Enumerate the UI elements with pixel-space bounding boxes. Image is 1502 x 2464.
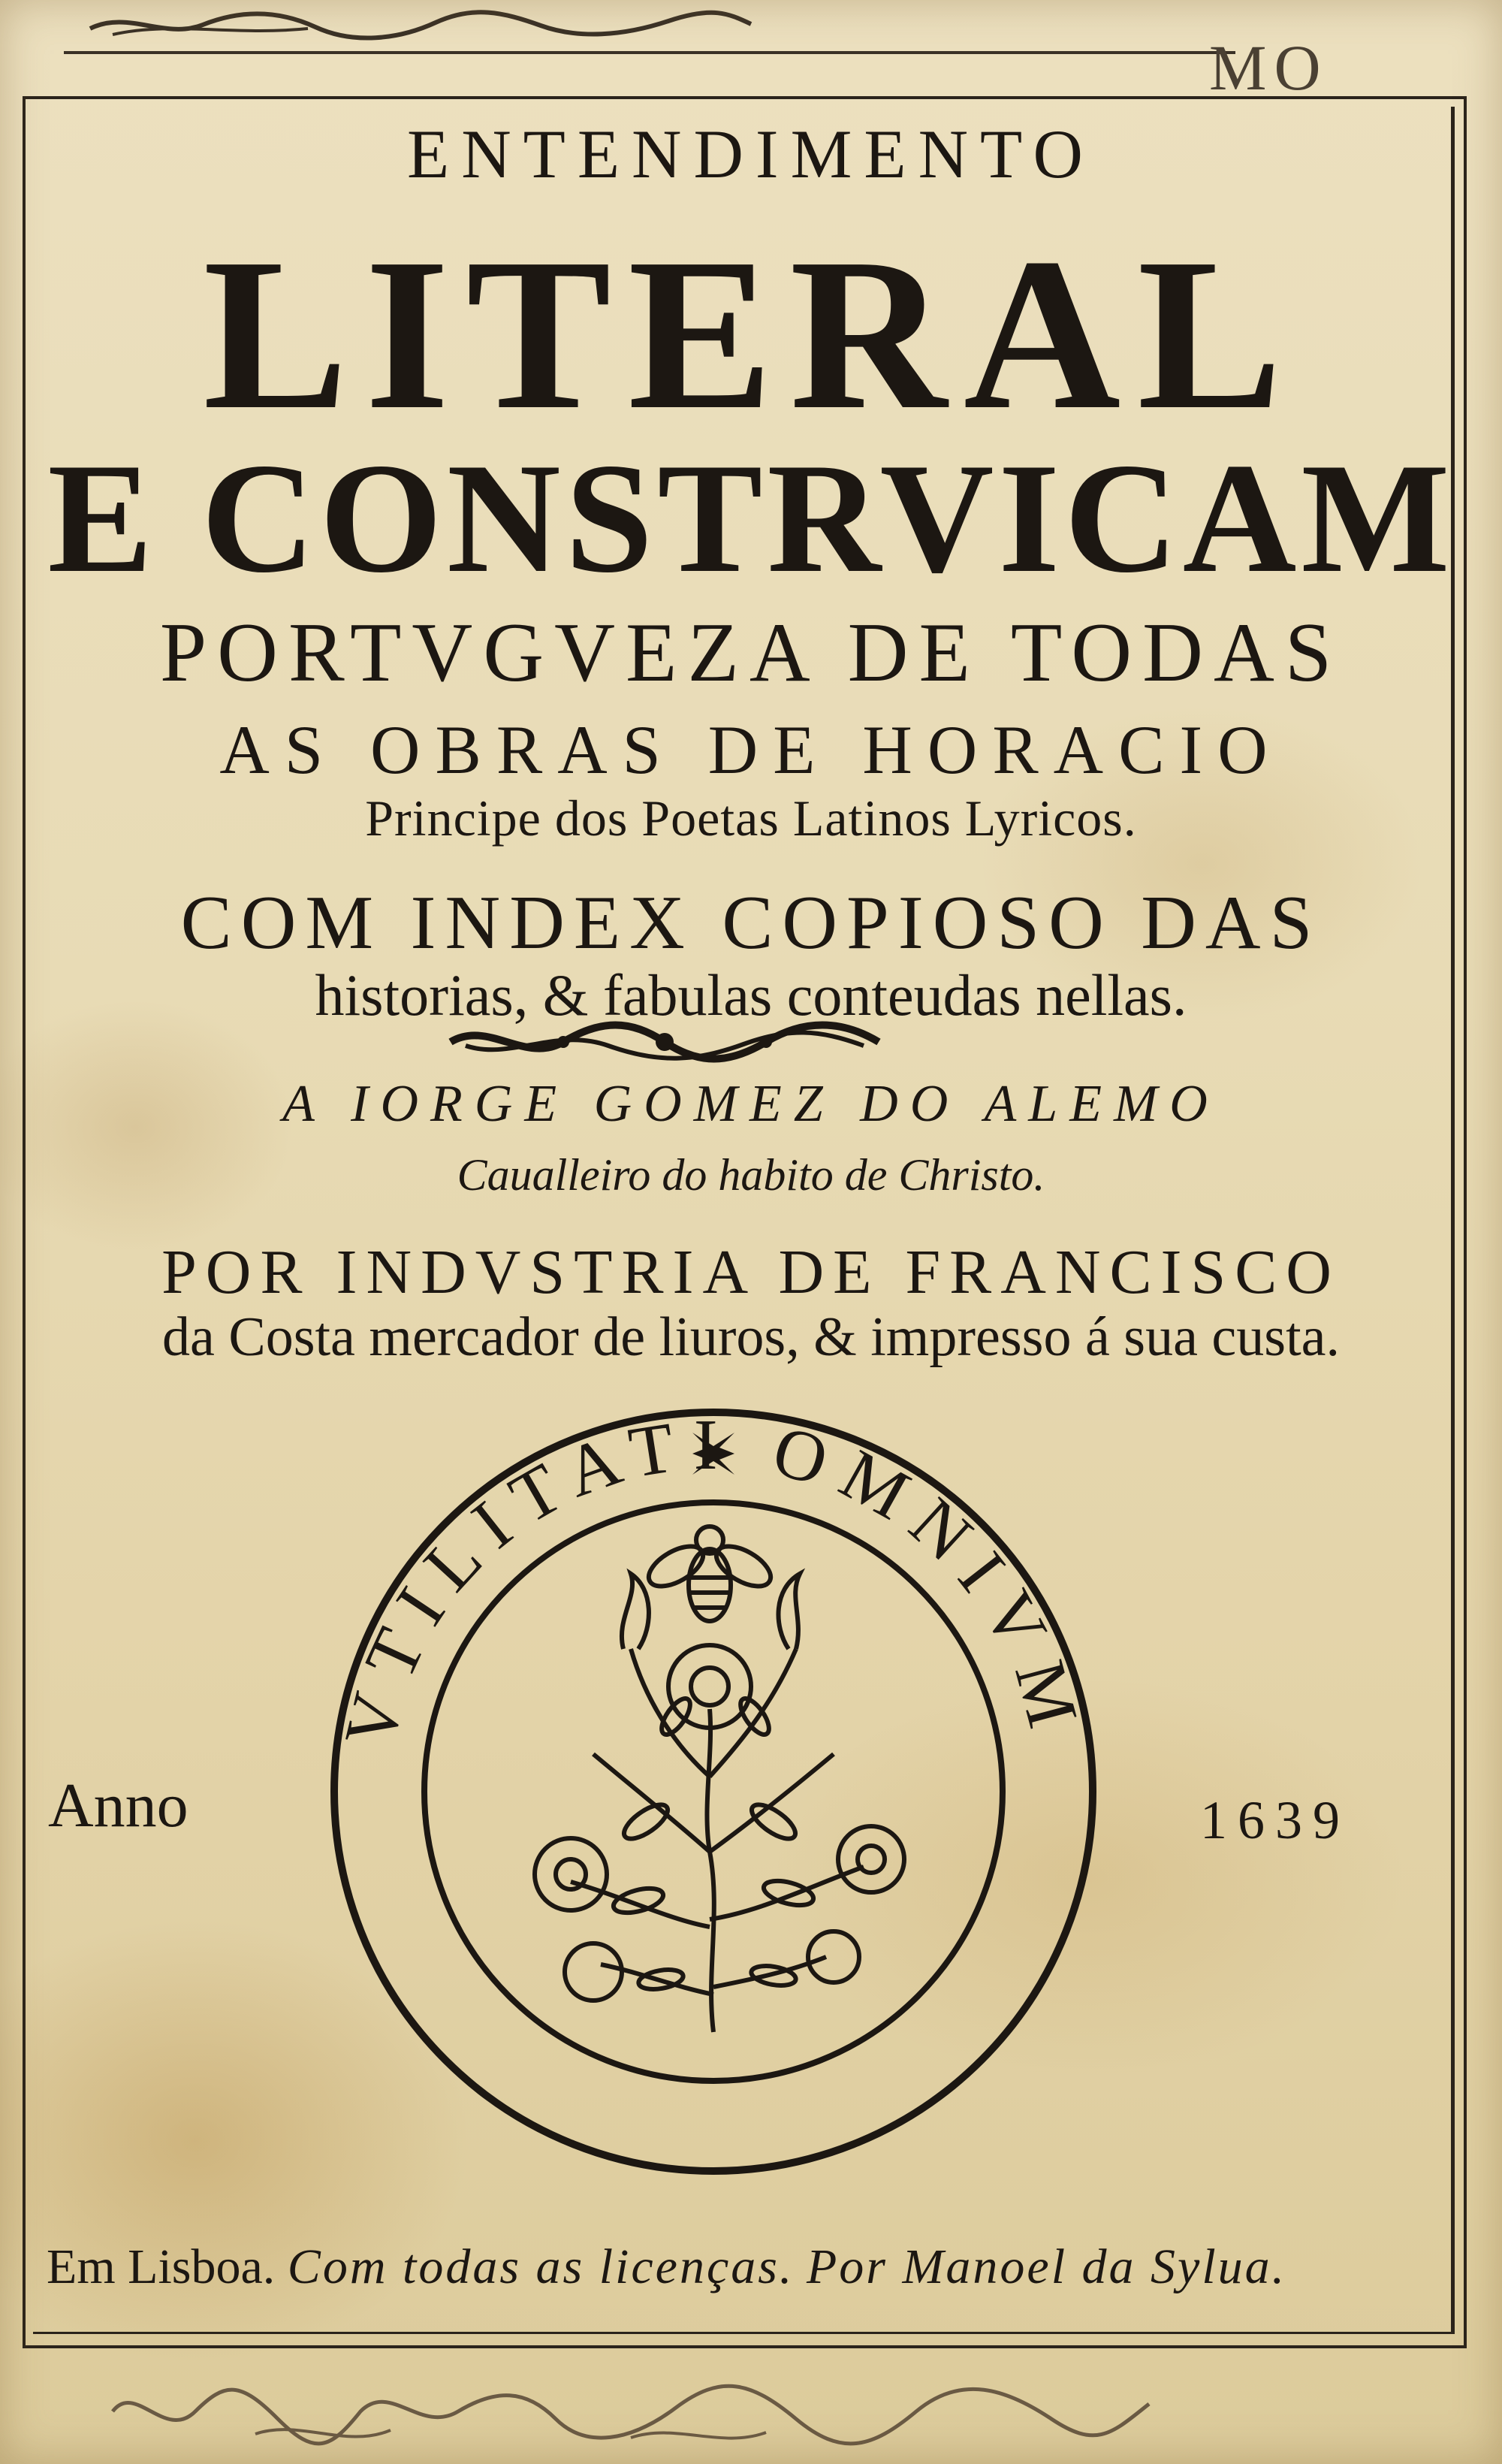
flourish-ornament <box>443 1016 886 1068</box>
top-rule <box>64 51 1235 54</box>
title-line-3: E CONSTRVICAM <box>47 431 1455 605</box>
publisher-line-2: da Costa mercador de liuros, & impresso á sua custa. <box>162 1306 1340 1368</box>
printers-device <box>323 1401 1104 2182</box>
title-line-8: historias, & fabulas conteudas nellas. <box>315 962 1187 1028</box>
publisher-line-1: POR INDVSTRIA DE FRANCISCO <box>161 1237 1341 1307</box>
title-line-4: PORTVGVEZA DE TODAS <box>159 606 1343 699</box>
title-line-7: COM INDEX COPIOSO DAS <box>180 880 1322 965</box>
bee-and-flowers-emblem <box>535 1574 904 2032</box>
imprint-place: Em Lisboa. <box>47 2239 276 2294</box>
top-ornament <box>83 6 759 44</box>
anno-label: Anno <box>48 1771 189 1840</box>
dedication-line-1: A IORGE GOMEZ DO ALEMO <box>282 1075 1220 1133</box>
bee-icon <box>642 1526 777 1621</box>
imprint-licence: Com todas as licenças. <box>287 2239 795 2294</box>
title-line-1: ENTENDIMENTO <box>407 116 1095 192</box>
handwritten-signature <box>105 2366 1157 2464</box>
device-motto: VTILITATI OMNIVM <box>328 1403 1099 1755</box>
corner-mark: MO <box>1209 32 1329 104</box>
imprint-line <box>47 2239 1458 2296</box>
imprint-printer: Por Manoel da Sylua. <box>806 2239 1287 2294</box>
title-line-5: AS OBRAS DE HORACIO <box>219 711 1283 788</box>
dedication-line-2: Caualleiro do habito de Christo. <box>457 1150 1045 1200</box>
title-line-2: LITERAL <box>203 213 1299 454</box>
publication-year: 1639 <box>1200 1790 1350 1850</box>
title-line-6: Principe dos Poetas Latinos Lyricos. <box>365 790 1137 847</box>
